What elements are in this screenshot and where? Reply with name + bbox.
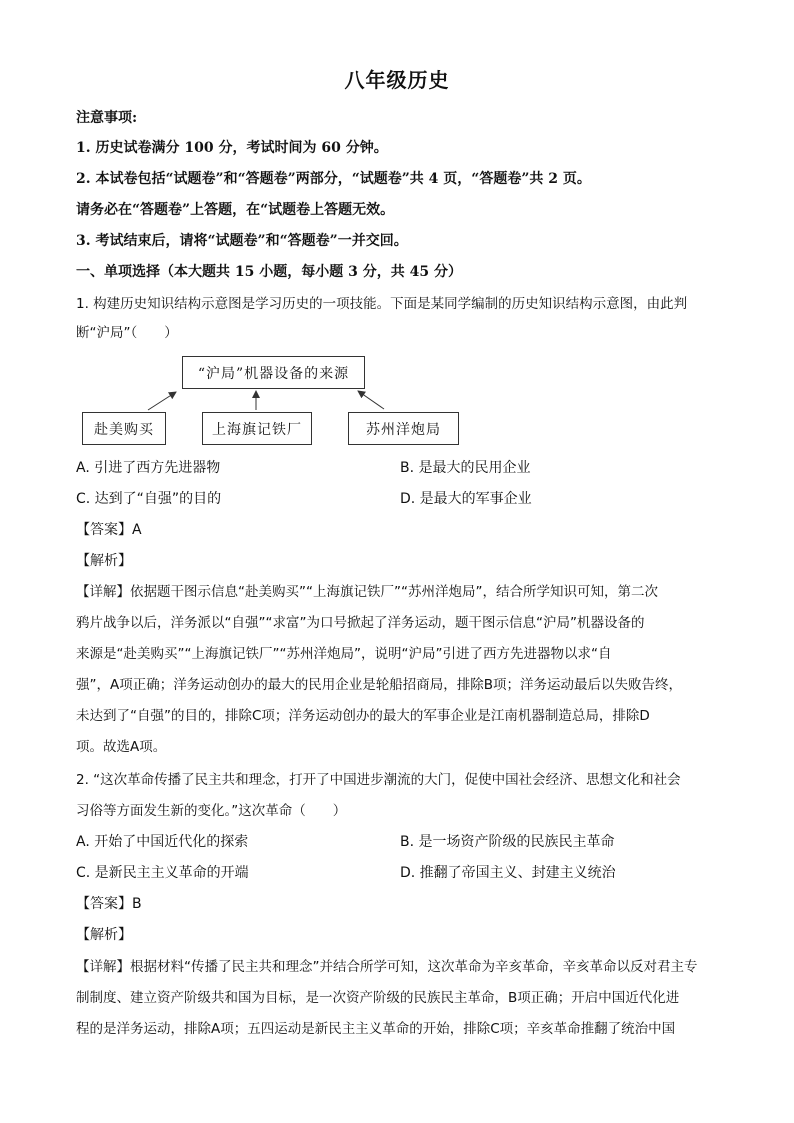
notice-item-2: 2. 本试卷包括“试题卷”和“答题卷”两部分，“试题卷”共 4 页，“答题卷”共 2 页。 [76,171,591,187]
section-heading: 一、单项选择（本大题共 15 小题，每小题 3 分，共 45 分） [76,264,462,280]
q1-option-d: D. 是最大的军事企业 [400,491,532,507]
q1-analysis-label: 【解析】 [76,553,132,569]
q1-detail-line: 鸦片战争以后，洋务派以“自强”“求富”为口号掀起了洋务运动，题干图示信息“沪局”机器设备的 [76,615,645,631]
q1-detail-line: 未达到了“自强”的目的，排除C项；洋务运动创办的最大的军事企业是江南机器制造总局，排除D [76,708,650,724]
q2-option-a: A. 开始了中国近代化的探索 [76,834,249,850]
q2-option-b: B. 是一场资产阶级的民族民主革命 [400,834,615,850]
diagram-arrows [0,0,794,460]
arrow-left [148,392,176,410]
q2-detail-line: 【详解】根据材料“传播了民主共和理念”并结合所学可知，这次革命为辛亥革命，辛亥革命以反对君主专 [76,959,698,975]
q1-option-b: B. 是最大的民用企业 [400,460,531,476]
diagram-box-left: 赴美购买 [82,412,166,445]
diagram-box-middle: 上海旗记铁厂 [202,412,312,445]
q1-option-c: C. 达到了“自强”的目的 [76,491,222,507]
q1-detail-line: 项。故选A项。 [76,739,167,755]
arrow-right [358,391,384,409]
notice-item-2-cont: 请务必在“答题卷”上答题，在“试题卷上答题无效。 [76,202,395,218]
q2-answer: 【答案】B [76,896,142,912]
q1-answer: 【答案】A [76,522,142,538]
notice-item-1: 1. 历史试卷满分 100 分，考试时间为 60 分钟。 [76,140,388,156]
q2-detail-line: 制制度、建立资产阶级共和国为目标，是一次资产阶级的民族民主革命，B项正确；开启中国近代化进 [76,990,680,1006]
diagram-box-right: 苏州洋炮局 [348,412,459,445]
q1-stem-line-1: 1. 构建历史知识结构示意图是学习历史的一项技能。下面是某同学编制的历史知识结构示意图，由此判 [76,296,688,312]
q1-detail-line: 来源是“赴美购买”“上海旗记铁厂”“苏州洋炮局”，说明“沪局”引进了西方先进器物以求“自 [76,646,612,662]
notice-item-3: 3. 考试结束后，请将“试题卷”和“答题卷”一并交回。 [76,233,408,249]
q1-detail-line: 强”，A项正确；洋务运动创办的最大的民用企业是轮船招商局，排除B项；洋务运动最后以失败告终， [76,677,682,693]
q2-option-d: D. 推翻了帝国主义、封建主义统治 [400,865,616,881]
q1-stem-line-2: 断“沪局”（ ） [76,325,178,341]
q1-option-a: A. 引进了西方先进器物 [76,460,221,476]
notice-heading: 注意事项: [76,110,138,126]
diagram-box-top: “沪局”机器设备的来源 [182,356,365,389]
q2-detail-line: 程的是洋务运动，排除A项；五四运动是新民主主义革命的开始，排除C项；辛亥革命推翻了统治中国 [76,1021,676,1037]
q1-detail-line: 【详解】依据题干图示信息“赴美购买”“上海旗记铁厂”“苏州洋炮局”，结合所学知识可知，第二次 [76,584,658,600]
q2-stem-line-2: 习俗等方面发生新的变化。”这次革命（ ） [76,803,347,819]
q2-stem-line-1: 2. “这次革命传播了民主共和理念，打开了中国进步潮流的大门，促使中国社会经济、思想文化和社会 [76,772,681,788]
page-title: 八年级历史 [344,68,450,92]
q2-option-c: C. 是新民主主义革命的开端 [76,865,249,881]
q2-analysis-label: 【解析】 [76,927,132,943]
